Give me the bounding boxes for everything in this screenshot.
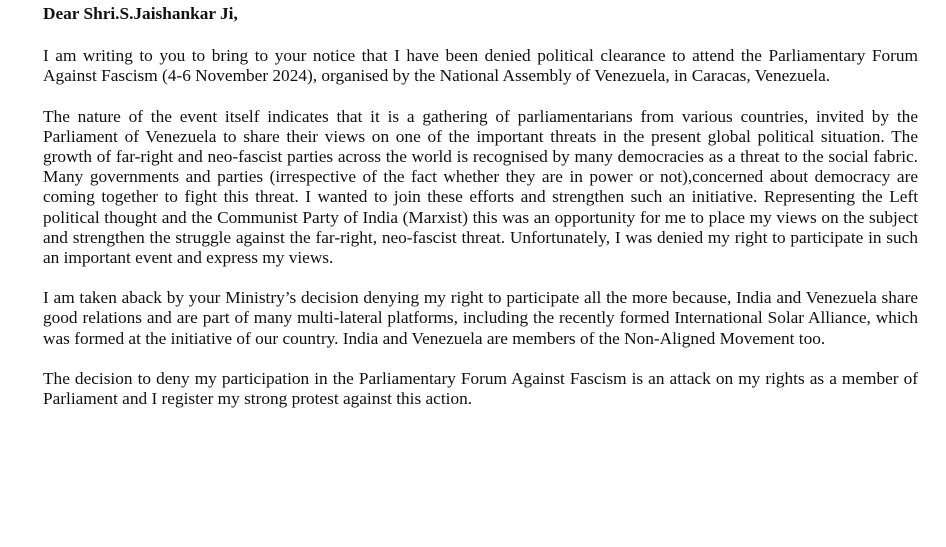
salutation: Dear Shri.S.Jaishankar Ji,	[43, 4, 238, 23]
paragraph-india-venezuela-relations: I am taken aback by your Ministry’s decision denying my right to participate all the more because, India and Venezuela share good relations and are part of many multi-lateral platforms, including the recently formed International Solar Alliance, which was formed at the initiative of our country. India and Venezuela are members of the Non-Aligned Movement too.	[43, 288, 918, 348]
paragraph-protest: The decision to deny my participation in the Parliamentary Forum Against Fascism is an attack on my rights as a member of Parliament and I register my strong protest against this action.	[43, 368, 918, 409]
paragraph-denied-clearance: I am writing to you to bring to your notice that I have been denied political clearance to attend the Parliamentary Forum Against Fascism (4-6 November 2024), organised by the National Assembly of Venezuela, in Caracas, Venezuela.	[43, 46, 918, 86]
paragraph-event-nature: The nature of the event itself indicates that it is a gathering of parliamentarians from various countries, invited by the Parliament of Venezuela to share their views on one of the important threats in the present global political situation. The growth of far-right and neo-fascist parties across the world is recognised by many democracies as a threat to the social fabric. Many governments and parties (irrespective of the fact whether they are in power or not),concerned about democracy are coming together to fight this threat. I wanted to join these efforts and strengthen such an initiative. Representing the Left political thought and the Communist Party of India (Marxist) this was an opportunity for me to place my views on the subject and strengthen the struggle against the far-right, neo-fascist threat. Unfortunately, I was denied my right to participate in such an important event and express my views.	[43, 106, 918, 268]
letter-body	[43, 4, 918, 429]
